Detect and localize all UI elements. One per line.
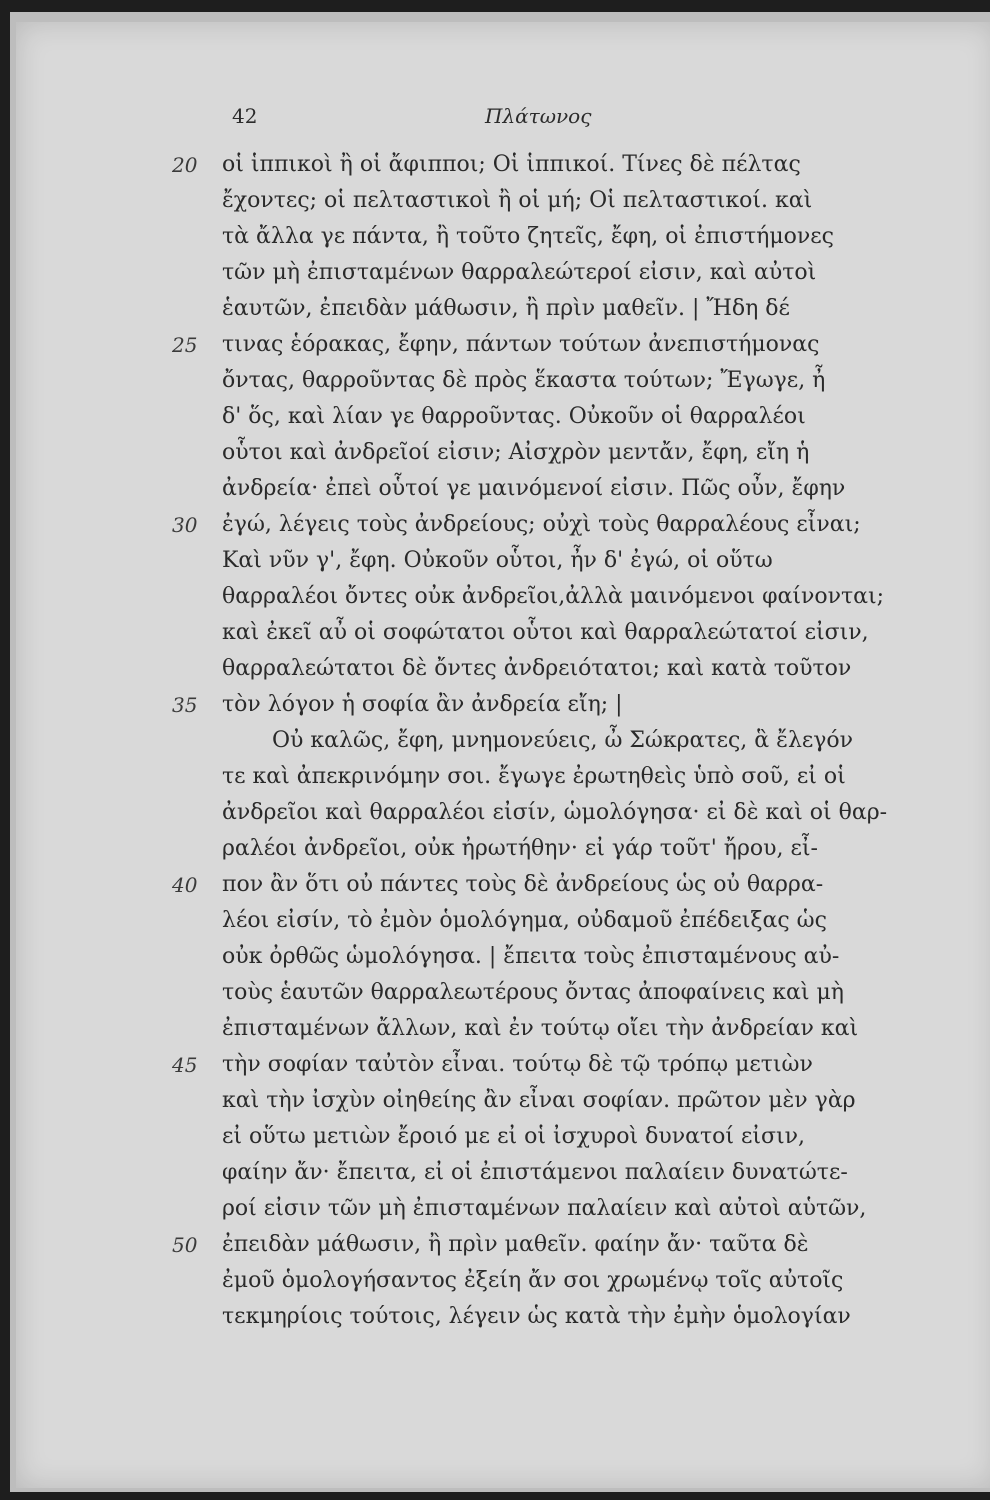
text-line: Καὶ νῦν γ', ἔφη. Οὐκοῦν οὗτοι, ἦν δ' ἐγώ, οἱ οὕτω — [222, 548, 773, 573]
text-line: ἐπισταμένων ἄλλων, καὶ ἐν τούτῳ οἴει τὴν ἀνδρείαν καὶ — [222, 1016, 859, 1041]
text-line: τινας ἑόρακας, ἔφην, πάντων τούτων ἀνεπιστήμονας — [222, 332, 820, 357]
text-line: θαρραλεώτατοι δὲ ὄντες ἀνδρειότατοι; καὶ κατὰ τοῦτον — [222, 656, 852, 681]
text-line: ἔχοντες; οἱ πελταστικοὶ ἢ οἱ μή; Οἱ πελταστικοί. καὶ — [222, 188, 813, 213]
text-line: εἰ οὕτω μετιὼν ἔροιό με εἰ οἱ ἰσχυροὶ δυνατοί εἰσιν, — [222, 1124, 806, 1149]
text-line: τῶν μὴ ἐπισταμένων θαρραλεώτεροί εἰσιν, καὶ αὐτοὶ — [222, 260, 817, 285]
text-line: καὶ ἐκεῖ αὖ οἱ σοφώτατοι οὗτοι καὶ θαρραλεώτατοί εἰσιν, — [222, 620, 869, 645]
text-line: καὶ τὴν ἰσχὺν οἰηθείης ἂν εἶναι σοφίαν. πρῶτον μὲν γὰρ — [222, 1088, 856, 1113]
line-number: 35 — [172, 693, 198, 717]
text-line: λέοι εἰσίν, τὸ ἐμὸν ὁμολόγημα, οὐδαμοῦ ἐπέδειξας ὡς — [222, 908, 827, 933]
text-line: θαρραλέοι ὄντες οὐκ ἀνδρεῖοι,ἀλλὰ μαινόμενοι φαίνονται; — [222, 584, 885, 609]
text-line: οὗτοι καὶ ἀνδρεῖοί εἰσιν; Αἰσχρὸν μεντἄν, ἔφη, εἴη ἡ — [222, 440, 810, 465]
text-line: ἀνδρεῖοι καὶ θαρραλέοι εἰσίν, ὡμολόγησα· εἰ δὲ καὶ οἱ θαρ- — [222, 800, 888, 825]
running-title: Πλάτωνος — [485, 104, 592, 128]
text-line: φαίην ἄν· ἔπειτα, εἰ οἱ ἐπιστάμενοι παλαίειν δυνατώτε- — [222, 1160, 848, 1185]
text-line: τοὺς ἑαυτῶν θαρραλεωτέρους ὄντας ἀποφαίνεις καὶ μὴ — [222, 980, 844, 1005]
text-line: ὄντας, θαρροῦντας δὲ πρὸς ἕκαστα τούτων; Ἔγωγε, ἦ — [222, 368, 826, 393]
text-line: Οὐ καλῶς, ἔφη, μνημονεύεις, ὦ Σώκρατες, ἃ ἔλεγόν — [272, 728, 854, 753]
text-line: οὐκ ὀρθῶς ὡμολόγησα. | ἔπειτα τοὺς ἐπισταμένους αὐ- — [222, 944, 840, 969]
line-number: 50 — [172, 1233, 198, 1257]
line-number: 20 — [172, 153, 198, 177]
line-number: 30 — [172, 513, 198, 537]
text-line: ἐμοῦ ὁμολογήσαντος ἐξείη ἄν σοι χρωμένῳ τοῖς αὐτοῖς — [222, 1268, 844, 1293]
text-line: τὰ ἄλλα γε πάντα, ἢ τοῦτο ζητεῖς, ἔφη, οἱ ἐπιστήμονες — [222, 224, 834, 249]
text-line: ροί εἰσιν τῶν μὴ ἐπισταμένων παλαίειν καὶ αὐτοὶ αὑτῶν, — [222, 1196, 867, 1221]
text-line: ἀνδρεία· ἐπεὶ οὗτοί γε μαινόμενοί εἰσιν. Πῶς οὖν, ἔφην — [222, 476, 846, 501]
page-number: 42 — [232, 104, 258, 128]
text-line: οἱ ἱππικοὶ ἢ οἱ ἄφιπποι; Οἱ ἱππικοί. Τίνες δὲ πέλτας — [222, 152, 801, 177]
text-line: δ' ὅς, καὶ λίαν γε θαρροῦντας. Οὐκοῦν οἱ θαρραλέοι — [222, 404, 806, 429]
text-line: τὴν σοφίαν ταὐτὸν εἶναι. τούτῳ δὲ τῷ τρόπῳ μετιὼν — [222, 1052, 813, 1077]
text-line: τε καὶ ἀπεκρινόμην σοι. ἔγωγε ἐρωτηθεὶς ὑπὸ σοῦ, εἰ οἱ — [222, 764, 846, 789]
text-line: ἐγώ, λέγεις τοὺς ἀνδρείους; οὐχὶ τοὺς θαρραλέους εἶναι; — [222, 512, 861, 537]
text-line: τὸν λόγον ἡ σοφία ἂν ἀνδρεία εἴη; | — [222, 692, 623, 717]
line-number: 40 — [172, 873, 198, 897]
text-line: πον ἂν ὅτι οὐ πάντες τοὺς δὲ ἀνδρείους ὡς οὐ θαρρα- — [222, 872, 824, 897]
text-line: τεκμηρίοις τούτοις, λέγειν ὡς κατὰ τὴν ἐμὴν ὁμολογίαν — [222, 1304, 851, 1329]
line-number: 25 — [172, 333, 198, 357]
text-line: ραλέοι ἀνδρεῖοι, οὐκ ἠρωτήθην· εἰ γάρ τοῦτ' ἤρου, εἶ- — [222, 836, 818, 861]
line-number: 45 — [172, 1053, 198, 1077]
text-line: ἑαυτῶν, ἐπειδὰν μάθωσιν, ἢ πρὶν μαθεῖν. | Ἤδη δέ — [222, 296, 790, 321]
text-line: ἐπειδὰν μάθωσιν, ἢ πρὶν μαθεῖν. φαίην ἄν· ταῦτα δὲ — [222, 1232, 809, 1257]
